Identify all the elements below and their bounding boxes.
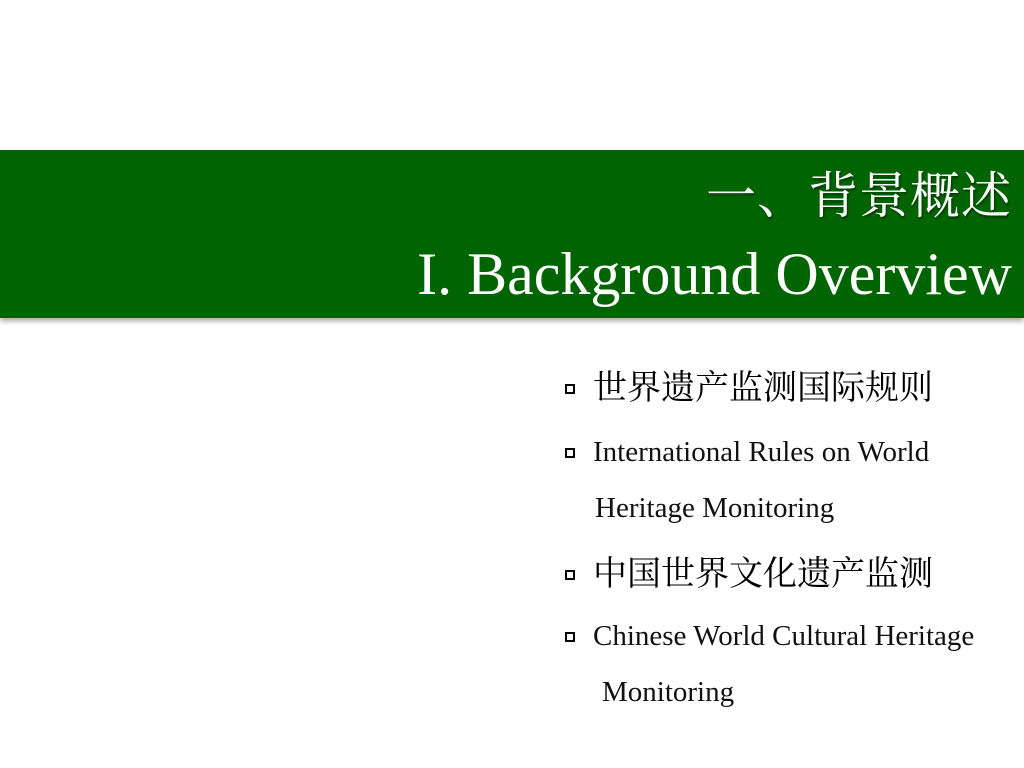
slide-title-chinese: 一、背景概述 (706, 167, 1012, 225)
square-bullet-icon (565, 384, 575, 394)
square-bullet-icon (565, 632, 575, 642)
bullet-text-line-1: International Rules on World (593, 436, 930, 468)
square-bullet-icon (565, 448, 575, 458)
bullet-text-line-2: Heritage Monitoring (595, 492, 835, 524)
bullet-text: 世界遗产监测国际规则 (593, 368, 933, 408)
bullet-text: 中国世界文化遗产监测 (593, 554, 933, 594)
slide-title-english: I. Background Overview (417, 241, 1012, 307)
square-bullet-icon (565, 570, 575, 580)
bullet-text-line-2: Monitoring (602, 676, 735, 708)
bullet-text-line-1: Chinese World Cultural Heritage (593, 620, 975, 652)
